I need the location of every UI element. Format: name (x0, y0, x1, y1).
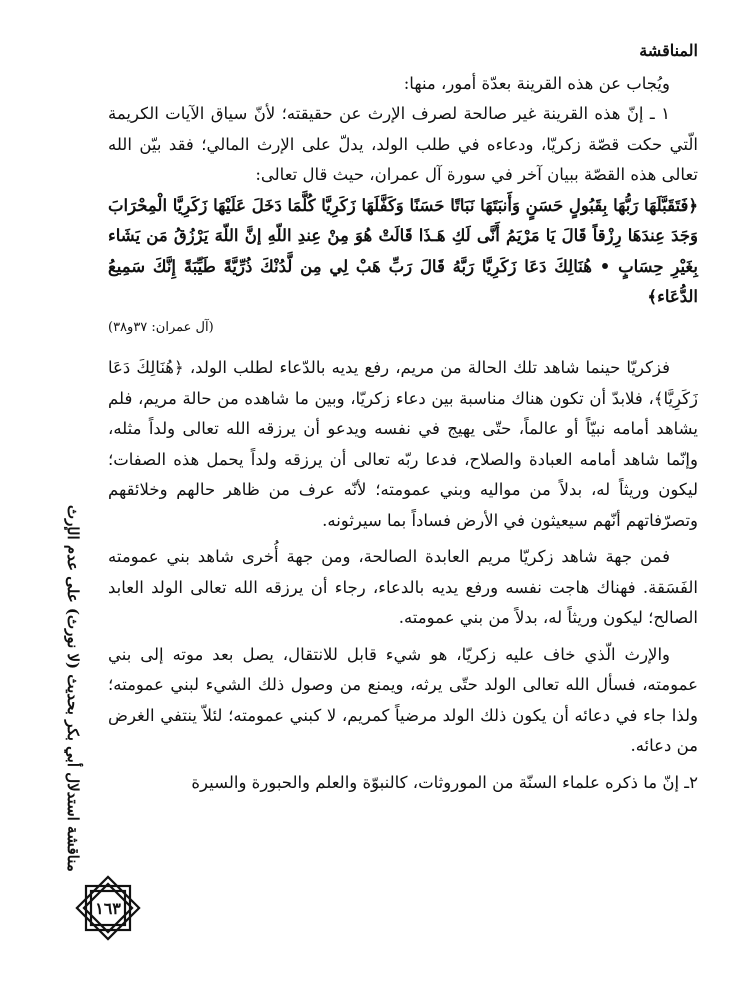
paragraph-point-1: ١ ـ إنّ هذه القرينة غير صالحة لصرف الإرث عن حقيقته؛ لأنّ سياق الآيات الكريمة الّتي حكت قصّة زكريّا، ودعاءه في طلب الولد، يدلّ على الإرث المالي؛ فقد بيّن الله تعالى هذه القصّة ببيان آخر في سورة آل عمران، حيث قال تعالى: (108, 104, 698, 184)
verse-reference: (آل عمران: ٣٧و٣٨) (108, 319, 214, 335)
paragraph-zakariya: فزكريّا حينما شاهد تلك الحالة من مريم، رفع يديه بالدّعاء لطلب الولد، ﴿هُنَالِكَ دَعَا زَكَرِيَّا﴾، فلابدّ أن تكون هناك مناسبة بين دعاء زكريّا، وبين ما شاهده من حالة مريم، فلم يشاهد أمامه نبيّاً أو عالماً، حتّى يهيج في نفسه ويدعو أن يرزقه الله تعالى ولداً مثله، وإنّما شاهد أمامه العبادة والصلاح، فدعا ربّه تعالى أن يرزقه ولداً يحمل هذه الصفات؛ ليكون وريثاً له، بدلاً من مواليه وبني عمومته؛ لأنّه عرف من ظاهر حالهم وخلائقهم وتصرّفاتهم أنّهم سيعيثون في الأرض فساداً بما سيرثونه. (108, 358, 698, 530)
paragraph-inheritance: والإرث الّذي خاف عليه زكريّا، هو شيء قابل للانتقال، يصل بعد موته إلى بني عمومته، فسأل الله تعالى الولد حتّى يرثه، ويمنع من وصول ذلك الشيء لبني عمومته؛ ولذا جاء في دعائه أن يكون ذلك الولد مرضياً كمريم، لا كبني عمومته؛ لئلاّ ينتفي الغرض من دعائه. (108, 644, 698, 755)
quran-verse: ﴿فَتَقَبَّلَهَا رَبُّهَا بِقَبُولٍ حَسَنٍ وَأَنبَتَهَا نَبَاتًا حَسَنًا وَكَفَّلَهَا زَكَرِيَّا كُلَّمَا دَخَلَ عَلَيْهَا زَكَرِيَّا الْمِحْرَابَ وَجَدَ عِندَهَا رِزْقاً قَالَ يَا مَرْيَمُ أَنَّى لَكِ هَـذَا قَالَتْ هُوَ مِنْ عِندِ اللّهِ إنَّ اللّهَ يَرْزُقُ مَن يَشَاء بِغَيْرِ حِسَابٍ • هُنَالِكَ دَعَا زَكَرِيَّا رَبَّهُ قَالَ رَبِّ هَبْ لِي مِن لَّدُنْكَ ذُرِّيَّةً طَيِّبَةً إِنَّكَ سَمِيعُ الدُّعَاء﴾ (108, 195, 698, 306)
page-number: ١٦٣ (95, 898, 121, 918)
paragraph-point-2: ٢ـ إنّ ما ذكره علماء السنّة من الموروثات، كالنبوّة والعلم والحبورة والسيرة (191, 772, 698, 792)
section-heading: المناقشة (639, 41, 698, 60)
paragraph-intro: ويُجاب عن هذه القرينة بعدّة أمور، منها: (403, 73, 670, 93)
paragraph-mary: فمن جهة شاهد زكريّا مريم العابدة الصالحة، ومن جهة أُخرى شاهد بني عمومته الفَسَقة. فهناك هاجت نفسه ورفع يديه بالدعاء، رجاء أن يرزقه الله تعالى الولد العابد الصالح؛ ليكون وريثاً له، بدلاً من بني عمومته. (108, 547, 698, 627)
page-number-badge (72, 872, 144, 944)
main-text (108, 36, 698, 798)
running-side-title: مناقشة استدلال أبي بكر بحديث (لا نورث) على عدم الإرث (64, 505, 82, 872)
